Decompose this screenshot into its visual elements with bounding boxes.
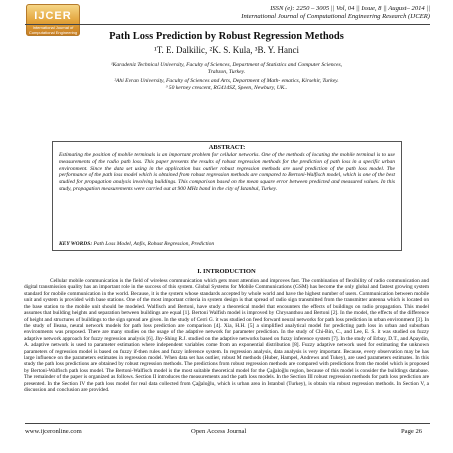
abstract-box: [52, 141, 402, 251]
footer-divider: [25, 423, 430, 424]
logo-text: IJCER: [34, 10, 72, 22]
section-body: [24, 278, 429, 394]
abstract-text: Estimating the position of mobile terminals is an important problem for cellular networks. One of the methods of locating the mobile terminal is to use measurements of the radio path loss. This paper presents the results of robust regression methods for the prediction of path loss in a specific urban environment. Since the data set using in the application has outlier robust regression methods are used prediction of the path loss model. The performance of the path loss model which is obtained from robust regression methods are compared to Bertoni-Walfisch model, which is one of the best studied for propagation analysis involving buildings. This comparison based on the mean square error between predicted and measured values. In this study, propagation measurements were carried out at 900 MHz band in the city of Istanbul, Turkey.: [59, 152, 395, 192]
keywords-label: KEY WORDS:: [59, 241, 93, 247]
footer-url[interactable]: www.ijceronline.com: [25, 428, 82, 435]
issn-line: ISSN (e): 2250 – 3005 || Vol, 04 || Issue, 8 || August– 2014 ||: [270, 5, 430, 12]
body-paragraph: Cellular mobile communication is the field of wireless communication which gets most attention and improves fast. The combination of flexibility of radio communication and digital transmission quality has an important role in the success of this system. Global Systems for Mobile Communications (GSM) has become the only global and fastest growing system standard for mobile communication in the world. Because, it is the system whose standards accepted by whole world and have the highest number of users. Communication between mobile unit and system is provided with base stations. One of the most important criteria in system design is that spread of radio sign transmitted from the transmitter antenna which is located on the base station to the mobile unit should be modeled. Walfisch and Bertoni, have study a theoretical model that encounters the effects of buildings on radio propagation. This model assumes that building heights and separation between buildings are equal [1]. Bertoni Walfish model is improved by Chrysanthou and Bertoni [2]. In the model, the effects of the difference of height and structures of buildings to the sign spread are given. In the study of Cerri G. it was studied on feed forward neural networks for path loss prediction in urban environment [3]. In the study of Ileana, neural network models for path loss prediction are comparison [4]. Xia, H.H. [5] a simplified analytical model for predicting path loss in urban and suburban environments was proposed. There are many studies on the usage of the adaptive network for parameter prediction. In the study of Chi-Bin, C., and Lee, E. S. it was studied on fuzzy adaptive network approach for fuzzy regression analysis [6]. Jhy-Shing R.J. studied on the adaptive networks based on fuzzy inference system [7]. In the study of Erbay, D.T., and Apaydin, A. adaptive network is used to parameter estimation where independent variables come from an exponential distribution [8]. Fuzzy adaptive network used for estimating the unknown parameters of regression model is based on fuzzy if-then rules and fuzzy inference system. In regression analysis, data analysis is very important. Because, every observation may be has large influence on the parameters estimates in regression model. When data set has outlier, robust M methods (Huber, Hampel, Andrews and Tukey), are used parameters estimates. In this study the path loss predictions are obtained by robust regression methods. The predictions from robust regression methods are compared with predictions from the model which is proposed by Bertoni-Walfisch path loss model. The Bertoni-Walfisch model is the most suitable theoretical model for the Çağaloğlu region, because of this model is consider the buildings database. The remainder of the paper is organized as follows. Section II introduces the measurements and the path loss models. In the Section III robust regression methods for path loss prediction are presented. In the Section IV the path loss model for real data collected from Çağaloğlu, which is urban area in Istanbul (Turkey), is obtain via robust regression methods. In Section V, a discussion and conclusion are provided.: [24, 278, 429, 394]
journal-name: International Journal of Computational Engineering Research (IJCER): [241, 13, 430, 20]
affiliation-line: ²Ahi Evran University, Faculty of Sciences and Arts, Department of Math- ematics, Kirsehir, Turkey.: [114, 78, 339, 84]
section-heading: I. INTRODUCTION: [197, 268, 256, 275]
affiliation-line: ¹Karadeniz Technical University, Faculty of Sciences, Department of Statistics and Computer Sciences,: [110, 62, 343, 68]
footer-page-number: Page 26: [401, 428, 423, 435]
footer-access: Open Access Journal: [191, 428, 247, 435]
paper-title: Path Loss Prediction by Robust Regression Methods: [109, 31, 344, 42]
abstract-heading: ABSTRACT:: [208, 144, 246, 151]
keywords-text: Path Loss Model, Anfis, Robust Regression, Prediction: [93, 241, 215, 247]
logo-subtitle: International Journal of Computational Engineering Research: [28, 25, 78, 40]
affiliation-line: ³ 50 kerney crescent, RG414SZ, Speen, Newbury, UK..: [165, 85, 288, 91]
affiliation-line: Trabzon, Turkey.: [207, 69, 246, 75]
paper-authors: ¹T. E. Dalkilic, ²K. S. Kula, ³B. Y. Hanci: [154, 45, 299, 55]
keywords: [59, 241, 395, 247]
header-divider: [25, 24, 430, 25]
